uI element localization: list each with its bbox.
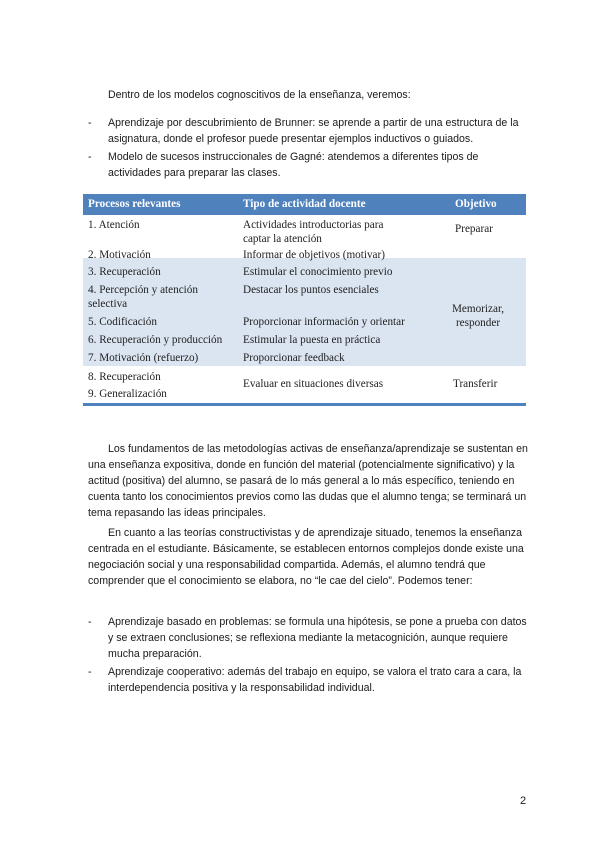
list-item-text: Aprendizaje basado en problemas: se formula una hipótesis, se pone a prueba con datos y se extraen conclusiones; se reflexiona mediante la metacognición, aunque requiere mucha preparación. [108,616,527,660]
list-item [88,664,533,696]
header-procesos: Procesos relevantes [88,198,181,210]
table-cell-proceso: 4. Percepción y atención selectiva [88,284,198,310]
table-cell-actividad: Proporcionar información y orientar [243,316,405,328]
objetivo-memorizar: Memorizar, responder [451,303,505,329]
table-cell-actividad: Destacar los puntos esenciales [243,284,379,296]
table-cell-proceso: 1. Atención [88,219,140,231]
bullet-dash: - [88,151,92,163]
table-cell-actividad: Informar de objetivos (motivar) [243,249,385,261]
table-cell-proceso: 2. Motivación [88,249,151,261]
active-methodologies-paragraph [88,441,533,521]
learning-types-list [88,614,533,698]
list-item-text: Modelo de sucesos instruccionales de Gagné: atendemos a diferentes tipos de actividades para preparar las clases. [108,151,479,179]
paragraph-text: En cuanto a las teorías constructivistas y de aprendizaje situado, tenemos la enseñanza centrada en el estudiante. Básicamente, se establecen entornos complejos donde existe una negociación social y una responsabilidad compartida. Además, el alumno tendrá que comprender que el conocimiento se elabora, no “le cae del cielo”. Podemos tener: [88,527,524,587]
table-cell-proceso: 6. Recuperación y producción [88,334,223,346]
list-item [88,614,533,662]
table-cell-actividad: Evaluar en situaciones diversas [243,378,384,390]
table-cell-actividad: Estimular el conocimiento previo [243,266,393,278]
gagne-events-table [83,194,526,406]
list-item-text: Aprendizaje cooperativo: además del trabajo en equipo, se valora el trato cara a cara, la interdependencia positiva y la responsabilidad individual. [108,666,522,694]
table-cell-actividad: Estimular la puesta en práctica [243,334,381,346]
bullet-dash: - [88,117,92,129]
constructivist-paragraph [88,525,533,589]
cognitive-models-list [88,115,533,183]
list-item [88,149,533,181]
bullet-dash: - [88,666,92,678]
header-actividad: Tipo de actividad docente [243,198,366,210]
list-item [88,115,533,147]
header-objetivo: Objetivo [455,198,497,210]
table-bottom-rule [83,403,526,406]
paragraph-text: Los fundamentos de las metodologías activas de enseñanza/aprendizaje se sustentan en una enseñanza expositiva, donde en función del material (potencialmente significativo) y la actitud (positiva) del alumno, se pasará de lo más general a lo más específico, teniendo en cuenta tanto los conocimientos previos como las dudas que el alumno tenga; se terminará un tema repasando las ideas principales. [88,443,528,519]
objetivo-transferir: Transferir [453,378,498,390]
bullet-dash: - [88,616,92,628]
table-cell-proceso: 8. Recuperación [88,371,161,383]
table-cell-proceso: 7. Motivación (refuerzo) [88,352,199,364]
table-cell-proceso: 9. Generalización [88,388,167,400]
table-cell-actividad: Proporcionar feedback [243,352,345,364]
objetivo-preparar: Preparar [455,223,493,235]
intro-paragraph: Dentro de los modelos cognoscitivos de la enseñanza, veremos: [108,89,411,101]
table-cell-proceso: 5. Codificación [88,316,157,328]
list-item-text: Aprendizaje por descubrimiento de Brunner: se aprende a partir de una estructura de la asignatura, donde el profesor puede presentar ejemplos inductivos o guiados. [108,117,519,145]
table-cell-actividad: Actividades introductorias para captar la atención [243,219,384,245]
table-cell-proceso: 3. Recuperación [88,266,161,278]
page-number: 2 [520,795,527,807]
